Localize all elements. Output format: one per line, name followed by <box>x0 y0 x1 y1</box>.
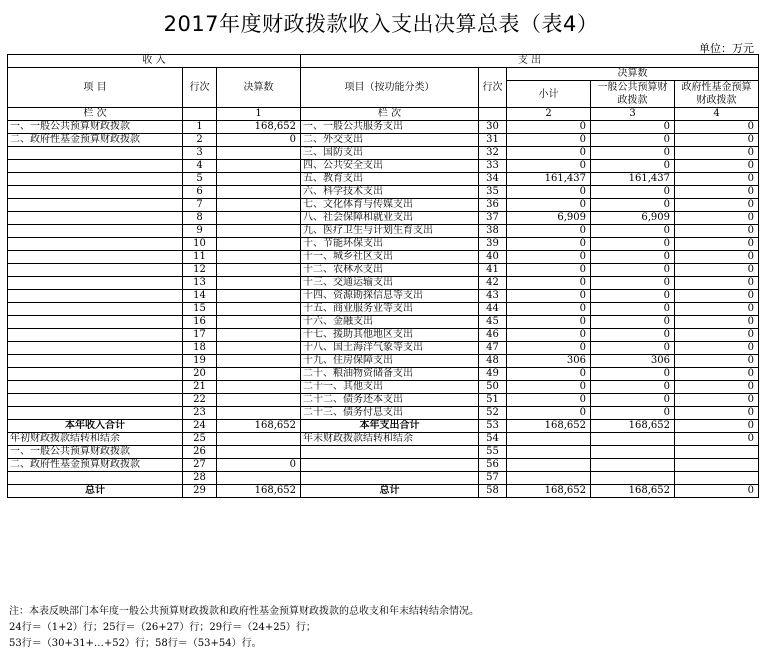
expense-subtotal: 0 <box>507 160 591 173</box>
expense-subtotal: 168,652 <box>507 485 591 498</box>
income-amount: 168,652 <box>217 420 301 433</box>
expense-gov-fund: 0 <box>675 303 759 316</box>
expense-general-budget: 0 <box>591 251 675 264</box>
final-amount2-header: 决算数 <box>507 68 759 81</box>
income-amount <box>217 238 301 251</box>
income-amount: 0 <box>217 459 301 472</box>
expense-row-no: 56 <box>479 459 507 472</box>
income-item <box>8 147 183 160</box>
gov-fund-header: 政府性基金预算财政拨款 <box>675 81 759 108</box>
expense-general-budget: 0 <box>591 407 675 420</box>
income-amount <box>217 381 301 394</box>
expense-row-no: 55 <box>479 446 507 459</box>
expense-general-budget: 168,652 <box>591 420 675 433</box>
expense-gov-fund: 0 <box>675 407 759 420</box>
expense-subtotal: 0 <box>507 368 591 381</box>
expense-general-budget: 0 <box>591 316 675 329</box>
expense-general-budget: 0 <box>591 225 675 238</box>
expense-general-budget: 0 <box>591 264 675 277</box>
expense-subtotal: 6,909 <box>507 212 591 225</box>
expense-item: 三、国防支出 <box>301 147 479 160</box>
income-item: 一、一般公共预算财政拨款 <box>8 446 183 459</box>
income-amount <box>217 446 301 459</box>
expense-item: 一、一般公共服务支出 <box>301 121 479 134</box>
note-line-1: 注：本表反映部门本年度一般公共预算财政拨款和政府性基金预算财政拨款的总收支和年末结转结余情况。 <box>9 606 479 617</box>
income-row-no: 12 <box>183 264 217 277</box>
expense-gov-fund: 0 <box>675 277 759 290</box>
expense-gov-fund: 0 <box>675 394 759 407</box>
expense-gov-fund: 0 <box>675 147 759 160</box>
income-amount <box>217 394 301 407</box>
income-amount <box>217 264 301 277</box>
expense-item: 十五、商业服务业等支出 <box>301 303 479 316</box>
income-row-no: 19 <box>183 355 217 368</box>
expense-row-no: 48 <box>479 355 507 368</box>
income-row-no: 18 <box>183 342 217 355</box>
expense-item: 总计 <box>301 485 479 498</box>
note-line-3: 53行＝（30+31+…+52）行；58行＝（53+54）行。 <box>9 638 262 649</box>
income-row-no: 15 <box>183 303 217 316</box>
expense-gov-fund: 0 <box>675 199 759 212</box>
expense-item: 二十三、债务付息支出 <box>301 407 479 420</box>
expense-subtotal: 0 <box>507 147 591 160</box>
table-row <box>8 433 759 446</box>
income-item <box>8 225 183 238</box>
expense-subtotal: 0 <box>507 277 591 290</box>
col-index-1: 1 <box>217 108 301 121</box>
expense-gov-fund: 0 <box>675 121 759 134</box>
income-row-no: 17 <box>183 329 217 342</box>
expense-item: 二十、粮油物资储备支出 <box>301 368 479 381</box>
expense-subtotal: 0 <box>507 342 591 355</box>
income-row-no: 25 <box>183 433 217 446</box>
income-item <box>8 160 183 173</box>
income-amount <box>217 160 301 173</box>
income-row-no: 23 <box>183 407 217 420</box>
row-no-header: 行次 <box>183 68 217 108</box>
expense-item <box>301 459 479 472</box>
income-row-no: 14 <box>183 290 217 303</box>
income-amount <box>217 329 301 342</box>
expense-general-budget: 0 <box>591 199 675 212</box>
income-item <box>8 290 183 303</box>
expense-row-no: 38 <box>479 225 507 238</box>
expense-row-no: 39 <box>479 238 507 251</box>
income-item: 本年收入合计 <box>8 420 183 433</box>
income-amount <box>217 251 301 264</box>
expense-general-budget: 0 <box>591 303 675 316</box>
income-item <box>8 199 183 212</box>
expense-item: 六、科学技术支出 <box>301 186 479 199</box>
expense-item: 十三、交通运输支出 <box>301 277 479 290</box>
income-item: 年初财政拨款结转和结余 <box>8 433 183 446</box>
income-amount <box>217 303 301 316</box>
income-amount <box>217 433 301 446</box>
income-item <box>8 238 183 251</box>
expense-subtotal: 0 <box>507 264 591 277</box>
subtotal-header: 小计 <box>507 81 591 108</box>
expense-row-no: 46 <box>479 329 507 342</box>
expense-general-budget <box>591 472 675 485</box>
column-label-2: 栏 次 <box>301 108 479 121</box>
income-amount <box>217 147 301 160</box>
expense-general-budget: 0 <box>591 290 675 303</box>
expense-item: 十七、援助其他地区支出 <box>301 329 479 342</box>
expense-item: 本年支出合计 <box>301 420 479 433</box>
row-no2-header: 行次 <box>479 68 507 108</box>
expense-row-no: 37 <box>479 212 507 225</box>
col-index-2: 2 <box>507 108 591 121</box>
expense-subtotal <box>507 472 591 485</box>
expense-gov-fund: 0 <box>675 342 759 355</box>
expense-item: 二十二、债务还本支出 <box>301 394 479 407</box>
expense-item: 十二、农林水支出 <box>301 264 479 277</box>
expense-gov-fund: 0 <box>675 186 759 199</box>
table-row <box>8 446 759 459</box>
income-item <box>8 316 183 329</box>
expense-gov-fund: 0 <box>675 290 759 303</box>
table-row <box>8 420 759 433</box>
income-item <box>8 472 183 485</box>
table-row <box>8 472 759 485</box>
expense-gov-fund: 0 <box>675 212 759 225</box>
income-amount <box>217 290 301 303</box>
income-row-no: 16 <box>183 316 217 329</box>
table-row <box>8 459 759 472</box>
income-amount <box>217 212 301 225</box>
expense-item: 十一、城乡社区支出 <box>301 251 479 264</box>
expense-row-no: 54 <box>479 433 507 446</box>
expense-subtotal: 0 <box>507 316 591 329</box>
income-row-no: 13 <box>183 277 217 290</box>
general-budget-header: 一般公共预算财政拨款 <box>591 81 675 108</box>
income-row-no: 22 <box>183 394 217 407</box>
table-row <box>8 485 759 498</box>
expense-subtotal: 0 <box>507 290 591 303</box>
expense-item: 九、医疗卫生与计划生育支出 <box>301 225 479 238</box>
income-row-no: 1 <box>183 121 217 134</box>
expense-item: 五、教育支出 <box>301 173 479 186</box>
table-row <box>8 134 759 147</box>
expense-general-budget: 0 <box>591 134 675 147</box>
expense-gov-fund: 0 <box>675 329 759 342</box>
expense-row-no: 52 <box>479 407 507 420</box>
expense-item: 二十一、其他支出 <box>301 381 479 394</box>
table-row <box>8 290 759 303</box>
expense-gov-fund: 0 <box>675 368 759 381</box>
expense-row-no: 30 <box>479 121 507 134</box>
budget-table <box>7 54 759 498</box>
expense-general-budget <box>591 459 675 472</box>
expense-row-no: 41 <box>479 264 507 277</box>
table-row <box>8 238 759 251</box>
expense-row-no: 49 <box>479 368 507 381</box>
note-line-2: 24行＝（1+2）行；25行＝（26+27）行；29行＝（24+25）行； <box>9 622 316 633</box>
expense-subtotal: 0 <box>507 329 591 342</box>
expense-subtotal: 168,652 <box>507 420 591 433</box>
expense-row-no: 42 <box>479 277 507 290</box>
income-row-no: 4 <box>183 160 217 173</box>
expense-subtotal: 0 <box>507 303 591 316</box>
expense-subtotal: 0 <box>507 394 591 407</box>
income-item <box>8 342 183 355</box>
expense-item: 年末财政拨款结转和结余 <box>301 433 479 446</box>
expense-item: 十九、住房保障支出 <box>301 355 479 368</box>
expense-general-budget: 0 <box>591 329 675 342</box>
expense-row-no: 53 <box>479 420 507 433</box>
expense-general-budget: 6,909 <box>591 212 675 225</box>
expense-row-no: 47 <box>479 342 507 355</box>
table-row <box>8 173 759 186</box>
column-label-blank <box>183 108 217 121</box>
expense-item: 七、文化体育与传媒支出 <box>301 199 479 212</box>
expense-subtotal: 0 <box>507 134 591 147</box>
income-item <box>8 394 183 407</box>
item-header: 项 目 <box>8 68 183 108</box>
expense-row-no: 36 <box>479 199 507 212</box>
income-row-no: 10 <box>183 238 217 251</box>
income-item: 二、政府性基金预算财政拨款 <box>8 134 183 147</box>
expense-gov-fund: 0 <box>675 225 759 238</box>
income-amount: 168,652 <box>217 121 301 134</box>
expense-row-no: 35 <box>479 186 507 199</box>
income-amount <box>217 316 301 329</box>
income-item <box>8 251 183 264</box>
table-row <box>8 329 759 342</box>
expense-row-no: 43 <box>479 290 507 303</box>
expense-subtotal: 0 <box>507 225 591 238</box>
expense-general-budget: 0 <box>591 394 675 407</box>
table-row <box>8 160 759 173</box>
income-item: 一、一般公共预算财政拨款 <box>8 121 183 134</box>
expense-subtotal: 0 <box>507 251 591 264</box>
expense-gov-fund <box>675 459 759 472</box>
table-row <box>8 342 759 355</box>
income-item <box>8 186 183 199</box>
expense-item: 十六、金融支出 <box>301 316 479 329</box>
income-item <box>8 277 183 290</box>
col-index-4: 4 <box>675 108 759 121</box>
expense-row-no: 58 <box>479 485 507 498</box>
expense-subtotal: 161,437 <box>507 173 591 186</box>
income-header: 收 入 <box>8 55 301 68</box>
expense-row-no: 57 <box>479 472 507 485</box>
expense-general-budget: 0 <box>591 381 675 394</box>
expense-gov-fund: 0 <box>675 173 759 186</box>
income-row-no: 26 <box>183 446 217 459</box>
table-row <box>8 355 759 368</box>
income-amount <box>217 277 301 290</box>
table-row <box>8 381 759 394</box>
income-item <box>8 355 183 368</box>
expense-gov-fund: 0 <box>675 316 759 329</box>
col-index-3: 3 <box>591 108 675 121</box>
expense-row-no: 31 <box>479 134 507 147</box>
income-amount <box>217 355 301 368</box>
expense-item: 八、社会保障和就业支出 <box>301 212 479 225</box>
expense-subtotal: 0 <box>507 238 591 251</box>
expense-item <box>301 446 479 459</box>
table-row <box>8 147 759 160</box>
expense-item: 十、节能环保支出 <box>301 238 479 251</box>
income-item <box>8 212 183 225</box>
column-label2-blank <box>479 108 507 121</box>
income-amount <box>217 186 301 199</box>
expense-gov-fund: 0 <box>675 420 759 433</box>
table-row <box>8 277 759 290</box>
expense-gov-fund: 0 <box>675 485 759 498</box>
income-amount: 168,652 <box>217 485 301 498</box>
income-item: 二、政府性基金预算财政拨款 <box>8 459 183 472</box>
income-row-no: 3 <box>183 147 217 160</box>
expense-subtotal <box>507 433 591 446</box>
expense-item: 十四、资源勘探信息等支出 <box>301 290 479 303</box>
expense-row-no: 50 <box>479 381 507 394</box>
income-item <box>8 368 183 381</box>
expense-gov-fund: 0 <box>675 160 759 173</box>
expense-subtotal: 0 <box>507 407 591 420</box>
expense-general-budget: 0 <box>591 277 675 290</box>
expense-row-no: 40 <box>479 251 507 264</box>
income-row-no: 21 <box>183 381 217 394</box>
expense-gov-fund: 0 <box>675 134 759 147</box>
expense-row-no: 34 <box>479 173 507 186</box>
income-row-no: 28 <box>183 472 217 485</box>
income-amount <box>217 368 301 381</box>
expense-row-no: 45 <box>479 316 507 329</box>
table-row <box>8 368 759 381</box>
expense-gov-fund: 0 <box>675 238 759 251</box>
income-row-no: 2 <box>183 134 217 147</box>
income-item <box>8 381 183 394</box>
expense-gov-fund: 0 <box>675 355 759 368</box>
expense-general-budget <box>591 433 675 446</box>
income-row-no: 27 <box>183 459 217 472</box>
income-item <box>8 303 183 316</box>
income-item <box>8 264 183 277</box>
income-row-no: 9 <box>183 225 217 238</box>
expense-header: 支 出 <box>301 55 759 68</box>
expense-item: 二、外交支出 <box>301 134 479 147</box>
expense-row-no: 44 <box>479 303 507 316</box>
expense-gov-fund: 0 <box>675 264 759 277</box>
expense-gov-fund: 0 <box>675 381 759 394</box>
income-amount <box>217 199 301 212</box>
expense-subtotal <box>507 446 591 459</box>
income-row-no: 29 <box>183 485 217 498</box>
income-amount <box>217 407 301 420</box>
expense-row-no: 51 <box>479 394 507 407</box>
expense-general-budget: 306 <box>591 355 675 368</box>
expense-gov-fund: 0 <box>675 433 759 446</box>
expense-gov-fund <box>675 472 759 485</box>
table-row <box>8 303 759 316</box>
expense-subtotal: 0 <box>507 121 591 134</box>
income-row-no: 7 <box>183 199 217 212</box>
expense-row-no: 33 <box>479 160 507 173</box>
expense-general-budget: 0 <box>591 368 675 381</box>
expense-general-budget: 0 <box>591 121 675 134</box>
table-row <box>8 212 759 225</box>
income-row-no: 5 <box>183 173 217 186</box>
income-amount: 0 <box>217 134 301 147</box>
table-row <box>8 186 759 199</box>
table-row <box>8 316 759 329</box>
expense-general-budget: 0 <box>591 186 675 199</box>
income-row-no: 24 <box>183 420 217 433</box>
income-row-no: 20 <box>183 368 217 381</box>
unit-label: 单位：万元 <box>699 42 754 55</box>
expense-subtotal <box>507 459 591 472</box>
income-item <box>8 329 183 342</box>
expense-row-no: 32 <box>479 147 507 160</box>
expense-general-budget: 0 <box>591 342 675 355</box>
table-row <box>8 264 759 277</box>
table-row <box>8 121 759 134</box>
expense-item: 四、公共安全支出 <box>301 160 479 173</box>
income-item <box>8 173 183 186</box>
table-row <box>8 407 759 420</box>
func-item-header: 项目（按功能分类） <box>301 68 479 108</box>
expense-gov-fund: 0 <box>675 251 759 264</box>
table-row <box>8 394 759 407</box>
income-item: 总计 <box>8 485 183 498</box>
expense-general-budget: 0 <box>591 238 675 251</box>
income-item <box>8 407 183 420</box>
income-amount <box>217 225 301 238</box>
expense-item <box>301 472 479 485</box>
final-amount-header: 决算数 <box>217 68 301 108</box>
expense-subtotal: 306 <box>507 355 591 368</box>
expense-subtotal: 0 <box>507 199 591 212</box>
expense-general-budget: 0 <box>591 160 675 173</box>
income-amount <box>217 472 301 485</box>
table-body <box>8 55 759 498</box>
income-amount <box>217 173 301 186</box>
column-label: 栏 次 <box>8 108 183 121</box>
expense-item: 十八、国土海洋气象等支出 <box>301 342 479 355</box>
expense-general-budget: 168,652 <box>591 485 675 498</box>
table-row <box>8 251 759 264</box>
expense-subtotal: 0 <box>507 381 591 394</box>
table-row <box>8 225 759 238</box>
expense-subtotal: 0 <box>507 186 591 199</box>
income-row-no: 6 <box>183 186 217 199</box>
income-amount <box>217 342 301 355</box>
expense-general-budget: 0 <box>591 147 675 160</box>
income-row-no: 11 <box>183 251 217 264</box>
expense-general-budget <box>591 446 675 459</box>
income-row-no: 8 <box>183 212 217 225</box>
table-row <box>8 199 759 212</box>
expense-general-budget: 161,437 <box>591 173 675 186</box>
report-title: 2017年度财政拨款收入支出决算总表（表4） <box>163 12 599 36</box>
expense-gov-fund <box>675 446 759 459</box>
